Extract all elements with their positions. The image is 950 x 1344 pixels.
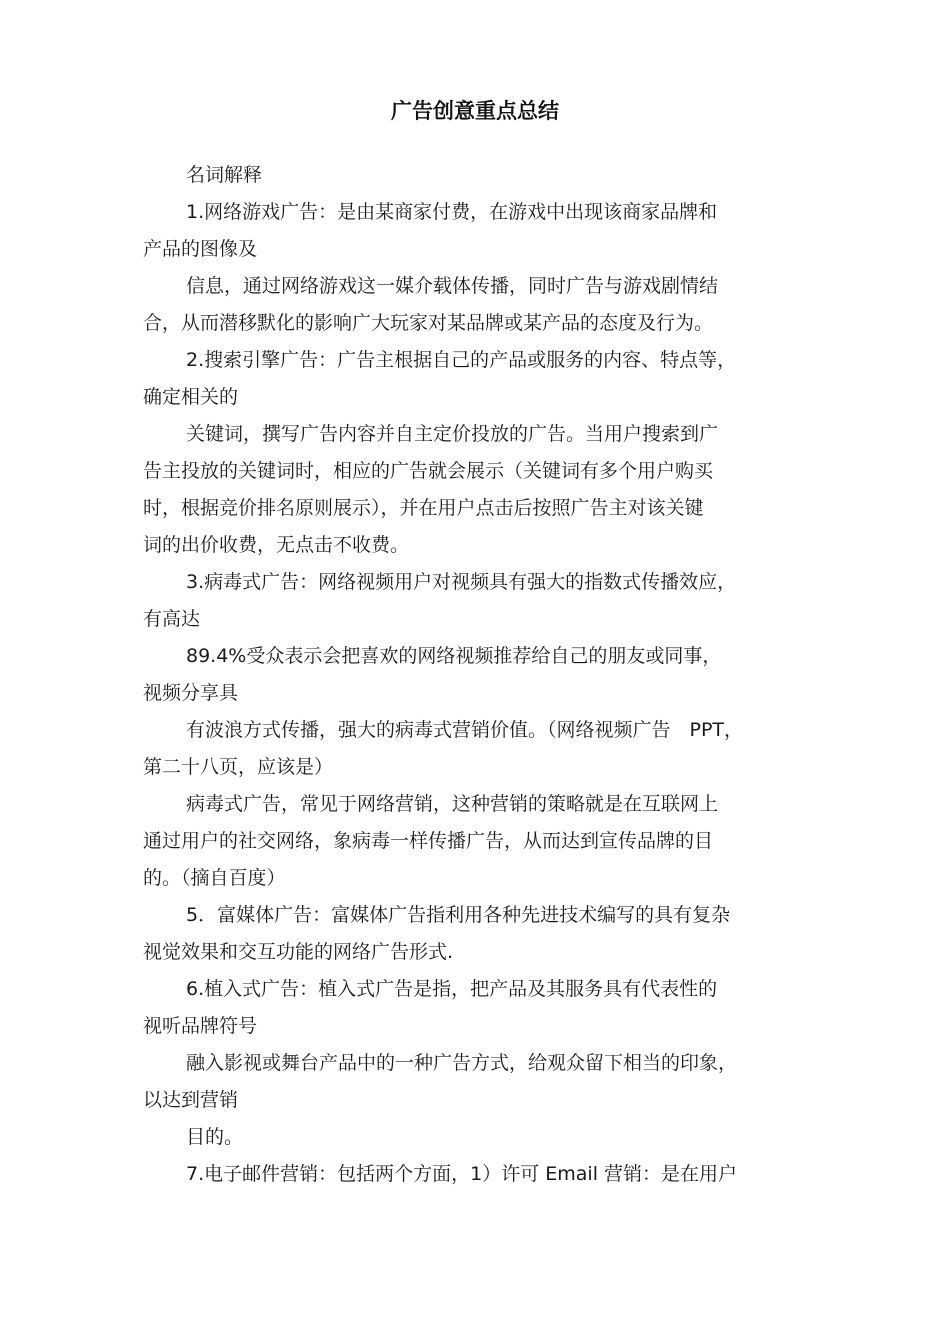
document-body [143, 157, 823, 1193]
paragraph-line: 视频分享具 [143, 682, 239, 704]
paragraph-line: 89.4%受众表示会把喜欢的网络视频推荐给自己的朋友或同事， [186, 645, 722, 667]
document-title: 广告创意重点总结 [391, 99, 559, 123]
paragraph-line: 2.搜索引擎广告：广告主根据自己的产品或服务的内容、特点等， [186, 349, 737, 371]
section-heading: 名词解释 [186, 164, 263, 186]
paragraph-line: 融入影视或舞台产品中的一种广告方式，给观众留下相当的印象， [186, 1052, 738, 1074]
paragraph-line: 关键词，撰写广告内容并自主定价投放的广告。当用户搜索到广 [186, 423, 719, 445]
paragraph-line: 时，根据竞价排名原则展示），并在用户点击后按照广告主对该关键 [143, 497, 704, 519]
paragraph-line: 第二十八页，应该是） [143, 756, 334, 778]
paragraph-line: 5．富媒体广告：富媒体广告指利用各种先进技术编写的具有复杂 [186, 904, 731, 926]
paragraph-line: 视听品牌符号 [143, 1015, 258, 1037]
paragraph-line: 有波浪方式传播，强大的病毒式营销价值。（网络视频广告 PPT， [186, 719, 744, 741]
paragraph-line: 视觉效果和交互功能的网络广告形式. [143, 941, 454, 963]
paragraph-line: 有高达 [143, 608, 201, 630]
paragraph-line: 6.植入式广告：植入式广告是指，把产品及其服务具有代表性的 [186, 978, 718, 1000]
paragraph-line: 告主投放的关键词时，相应的广告就会展示（关键词有多个用户购买 [143, 460, 714, 482]
paragraph-line: 3.病毒式广告：网络视频用户对视频具有强大的指数式传播效应， [186, 571, 737, 593]
paragraph-line: 产品的图像及 [143, 238, 258, 260]
paragraph-line: 以达到营销 [143, 1089, 239, 1111]
paragraph-line: 的。（摘自百度） [143, 867, 286, 889]
paragraph-line: 确定相关的 [143, 386, 239, 408]
paragraph-line: 1.网络游戏广告：是由某商家付费，在游戏中出现该商家品牌和 [186, 201, 718, 223]
paragraph-line: 合，从而潜移默化的影响广大玩家对某品牌或某产品的态度及行为。 [143, 312, 714, 334]
paragraph-line: 信息，通过网络游戏这一媒介载体传播，同时广告与游戏剧情结 [186, 275, 719, 297]
paragraph-line: 目的。 [186, 1126, 244, 1148]
paragraph-line: 病毒式广告，常见于网络营销，这种营销的策略就是在互联网上 [186, 793, 719, 815]
paragraph-line: 词的出价收费，无点击不收费。 [143, 534, 410, 556]
paragraph-line: 通过用户的社交网络，象病毒一样传播广告，从而达到宣传品牌的目 [143, 830, 714, 852]
paragraph-line: 7.电子邮件营销：包括两个方面，1）许可 Email 营销：是在用户 [186, 1163, 738, 1185]
